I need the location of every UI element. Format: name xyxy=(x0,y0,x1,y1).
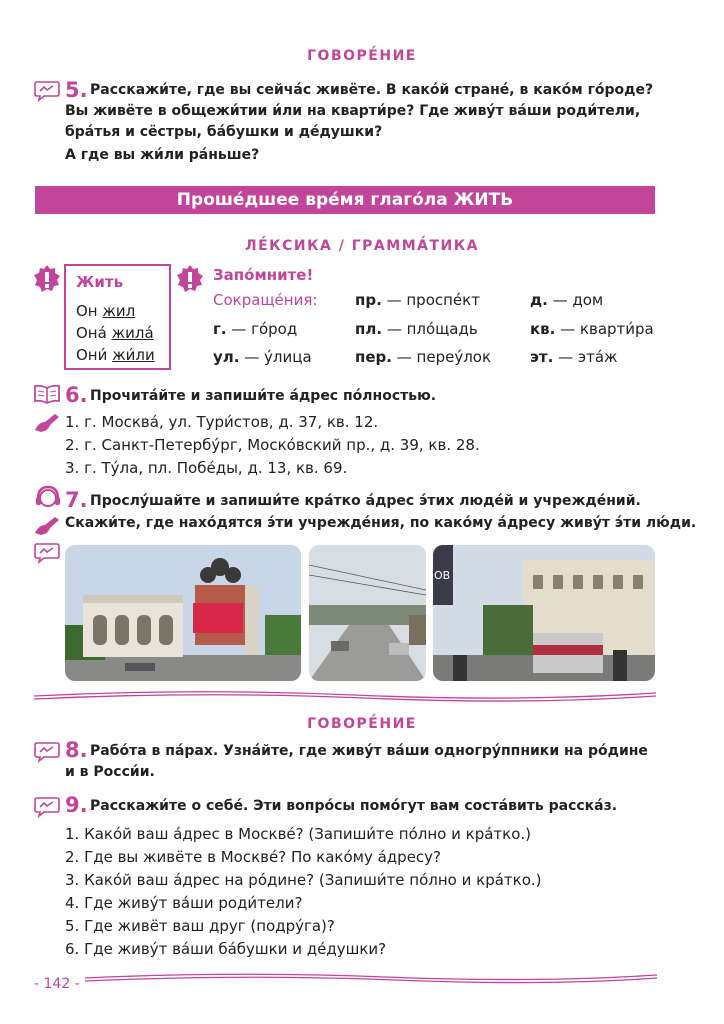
grammar-title-bar: Проше́дшее вре́мя глаго́ла ЖИТЬ xyxy=(35,186,655,214)
abbr-short: пр. xyxy=(355,291,382,309)
task-6-text: Прочита́йте и запиши́те а́дрес по́лностью. xyxy=(90,388,437,404)
section-title-lexicon-grammar: ЛЕ́КСИКА / ГРАММА́ТИКА xyxy=(244,238,480,254)
abbr-short: д. xyxy=(530,291,548,309)
verb-form: жил xyxy=(102,302,136,320)
abbr-full: — у́лица xyxy=(244,348,312,366)
remember-title: Запо́мните! xyxy=(213,266,314,284)
task-7-line-2: Скажи́те, где нахо́дятся э́ти учрежде́ния, по како́му а́дресу живу́т э́ти лю́ди. xyxy=(65,515,697,531)
task-6-item-3: 3. г. Ту́ла, пл. Побе́ды, д. 13, кв. 69. xyxy=(65,459,348,477)
abbr-item xyxy=(530,348,618,366)
abbr-item xyxy=(213,320,297,338)
abbreviations-label: Сокраще́ния: xyxy=(213,291,318,309)
page-number: - 142 - xyxy=(34,976,80,992)
abbr-short: кв. xyxy=(530,320,556,338)
speech-bubble-icon xyxy=(34,741,60,763)
task-9-item-3: 3. Како́й ваш а́дрес на ро́дине? (Запиши́те по́лно и кра́тко.) xyxy=(65,871,542,889)
open-book-icon xyxy=(33,384,61,404)
task-5-line-4: А где вы жи́ли ра́ньше? xyxy=(65,147,260,163)
photo-sign-text: ОВ xyxy=(434,569,451,582)
task-7-line-1: Прослу́шайте и запиши́те кра́тко а́дрес э́тих люде́й и учрежде́ний. xyxy=(90,493,641,509)
abbr-short: пер. xyxy=(355,348,392,366)
abbr-short: г. xyxy=(213,320,227,338)
footer-wave-divider xyxy=(85,970,657,984)
task-6-item-2: 2. г. Санкт-Петербу́рг, Моско́вский пр., д. 39, кв. 28. xyxy=(65,436,480,454)
abbr-full: — дом xyxy=(552,291,604,309)
abbr-full: — проспе́кт xyxy=(386,291,480,309)
abbr-item xyxy=(355,320,478,338)
photo-city-trolleybus xyxy=(433,545,655,681)
writing-hand-icon xyxy=(33,513,61,537)
task-6-item-1: 1. г. Москва́, ул. Тури́стов, д. 37, кв. 12. xyxy=(65,413,379,431)
speech-bubble-icon xyxy=(34,542,60,564)
task-6-number: 6. xyxy=(65,383,88,407)
task-5-line-2: Вы живёте в общежи́тии и́ли на кварти́ре? Где живу́т ва́ши роди́тели, xyxy=(65,103,641,119)
task-9-text: Расскажи́те о себе́. Эти вопро́сы помо́гут вам соста́вить расска́з. xyxy=(90,798,618,814)
abbr-short: ул. xyxy=(213,348,240,366)
abbr-full: — пло́щадь xyxy=(386,320,478,338)
exclamation-icon xyxy=(33,264,61,294)
section-title-speaking-2: ГОВОРЕ́НИЕ xyxy=(307,716,417,732)
abbr-item xyxy=(213,348,312,366)
abbr-short: эт. xyxy=(530,348,554,366)
writing-hand-icon xyxy=(33,410,61,434)
exclamation-icon-remember xyxy=(176,264,204,294)
task-8-number: 8. xyxy=(65,738,88,762)
task-5-line-3: бра́тья и сёстры, ба́бушки и де́душки? xyxy=(65,124,383,140)
speech-bubble-icon xyxy=(34,80,60,102)
task-9-item-1: 1. Како́й ваш а́дрес в Москве́? (Запиши́те по́лно и кра́тко.) xyxy=(65,825,531,843)
verb-row-2 xyxy=(76,322,154,344)
photo-street-road xyxy=(309,545,426,681)
abbr-item xyxy=(530,291,603,309)
wave-divider xyxy=(34,688,656,702)
abbr-full: — го́род xyxy=(231,320,298,338)
task-9-number: 9. xyxy=(65,793,88,817)
abbr-full: — кварти́ра xyxy=(560,320,654,338)
verb-row-1 xyxy=(76,300,135,322)
abbr-short: пл. xyxy=(355,320,383,338)
task-5-line-1: Расскажи́те, где вы сейча́с живёте. В како́й стране́, в како́м го́роде? xyxy=(90,82,654,98)
task-9-item-5: 5. Где живёт ваш друг (подру́га)? xyxy=(65,917,335,935)
section-title-speaking: ГОВОРЕ́НИЕ xyxy=(307,48,417,64)
verb-row-3 xyxy=(76,344,155,366)
task-8-line-1: Рабо́та в па́рах. Узна́йте, где живу́т ва́ши одногру́ппники на ро́дине xyxy=(90,743,648,759)
pronoun: Он xyxy=(76,302,98,320)
pronoun: Она́ xyxy=(76,324,107,342)
task-8-line-2: и в Росси́и. xyxy=(65,764,155,780)
headphones-icon xyxy=(35,485,61,511)
speech-bubble-icon xyxy=(34,796,60,818)
photo-moscow-square xyxy=(65,545,301,681)
pronoun: Они́ xyxy=(76,346,108,364)
abbr-full: — переу́лок xyxy=(396,348,492,366)
abbr-item xyxy=(355,291,480,309)
task-7-number: 7. xyxy=(65,488,88,512)
verb-form: жила́ xyxy=(111,324,154,342)
task-9-item-4: 4. Где живу́т ва́ши роди́тели? xyxy=(65,894,303,912)
abbr-item xyxy=(355,348,491,366)
verb-box-title: Жить xyxy=(76,273,124,291)
abbr-item xyxy=(530,320,654,338)
task-5-number: 5. xyxy=(65,78,88,102)
verb-form: жи́ли xyxy=(112,346,155,364)
task-9-item-6: 6. Где живу́т ва́ши ба́бушки и де́душки? xyxy=(65,940,387,958)
task-9-item-2: 2. Где вы живёте в Москве́? По како́му а́дресу? xyxy=(65,848,442,866)
abbr-full: — эта́ж xyxy=(558,348,618,366)
